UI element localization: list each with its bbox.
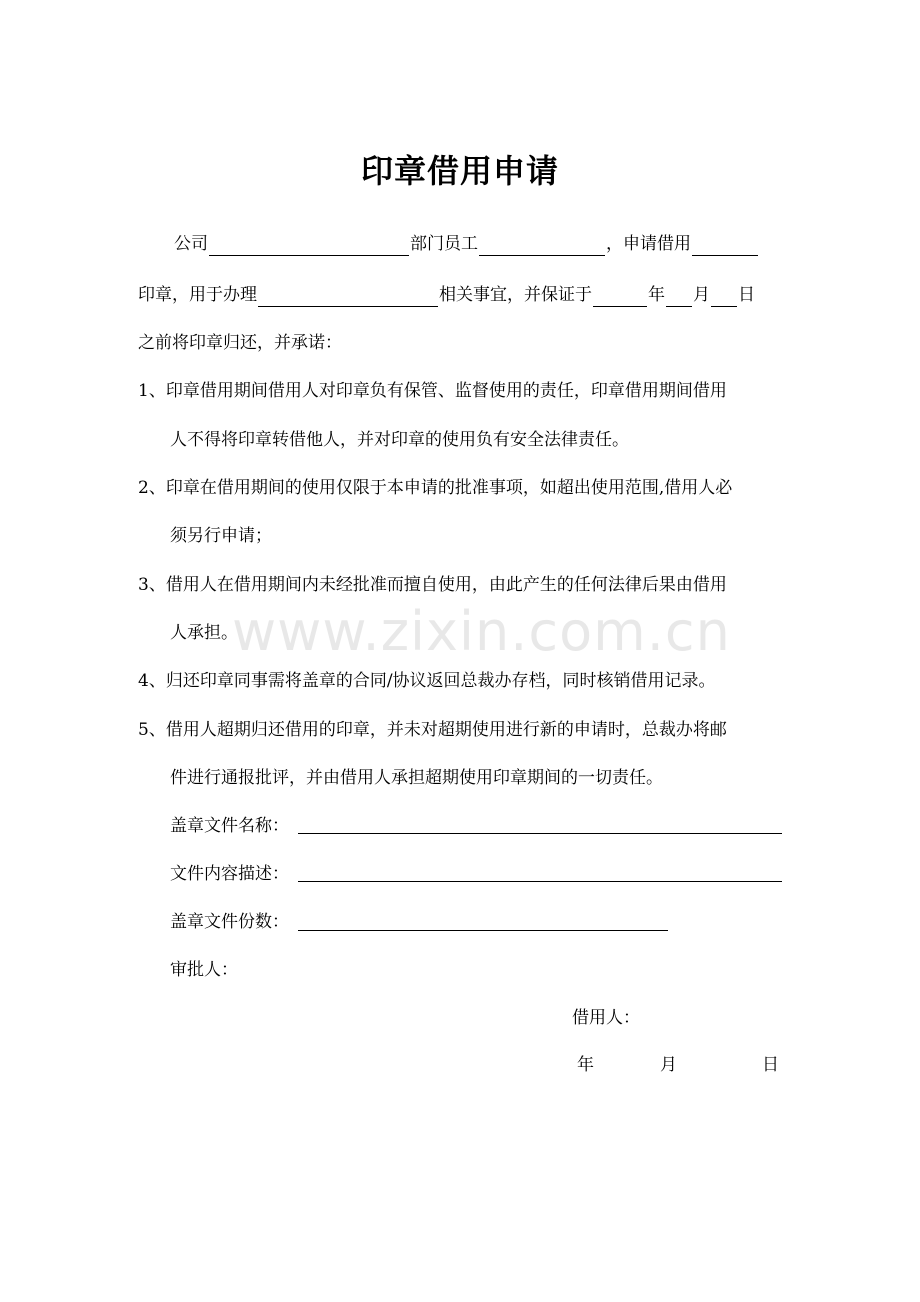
item-3-line-2: 人承担。	[170, 623, 238, 643]
item-4-line-1: 4、归还印章同事需将盖章的合同/协议返回总裁办存档，同时核销借用记录。	[138, 671, 716, 691]
staff-blank[interactable]	[479, 235, 605, 256]
doc-copies-label: 盖章文件份数：	[170, 912, 289, 932]
return-promise: 之前将印章归还，并承诺：	[138, 333, 342, 353]
sign-day-label: 日	[762, 1055, 779, 1075]
item-5-line-1: 5、借用人超期归还借用的印章，并未对超期使用进行新的申请时，总裁办将邮	[138, 720, 727, 740]
dept-staff-label: 部门员工	[410, 234, 478, 254]
sign-month-label: 月	[660, 1055, 677, 1075]
item-1-line-1: 1、印章借用期间借用人对印章负有保管、监督使用的责任，印章借用期间借用	[138, 381, 727, 401]
matter-blank[interactable]	[258, 286, 438, 307]
doc-content-label: 文件内容描述：	[170, 864, 289, 884]
doc-name-label: 盖章文件名称：	[170, 816, 289, 836]
seal-type-blank[interactable]	[692, 235, 758, 256]
seal-for-label: 印章，用于办理	[138, 285, 257, 305]
day-label: 日	[738, 285, 755, 305]
item-2-line-1: 2、印章在借用期间的使用仅限于本申请的批准事项，如超出使用范围,借用人必	[138, 478, 733, 498]
apply-borrow-label: ，申请借用	[606, 234, 691, 254]
sign-year-label: 年	[577, 1055, 594, 1075]
borrower-label: 借用人：	[572, 1008, 640, 1028]
doc-content-blank[interactable]	[298, 880, 782, 882]
item-3-line-1: 3、借用人在借用期间内未经批准而擅自使用，由此产生的任何法律后果由借用	[138, 575, 727, 595]
return-month-blank[interactable]	[666, 286, 692, 307]
item-1-line-2: 人不得将印章转借他人，并对印章的使用负有安全法律责任。	[170, 430, 629, 450]
watermark-text: www.zixin.com.cn	[232, 600, 731, 663]
return-day-blank[interactable]	[711, 286, 737, 307]
intro-line-1	[174, 232, 759, 256]
year-label: 年	[648, 285, 665, 305]
approver-label: 审批人：	[170, 960, 238, 980]
related-label: 相关事宜，并保证于	[439, 285, 592, 305]
month-label: 月	[693, 285, 710, 305]
doc-copies-blank[interactable]	[298, 929, 668, 931]
item-2-line-2: 须另行申请；	[170, 526, 272, 546]
company-label: 公司	[174, 234, 208, 254]
intro-line-2	[138, 283, 755, 307]
company-blank[interactable]	[209, 235, 409, 256]
document-title: 印章借用申请	[360, 152, 559, 190]
return-year-blank[interactable]	[593, 286, 647, 307]
doc-name-blank[interactable]	[298, 832, 782, 834]
item-5-line-2: 件进行通报批评，并由借用人承担超期使用印章期间的一切责任。	[170, 768, 663, 788]
